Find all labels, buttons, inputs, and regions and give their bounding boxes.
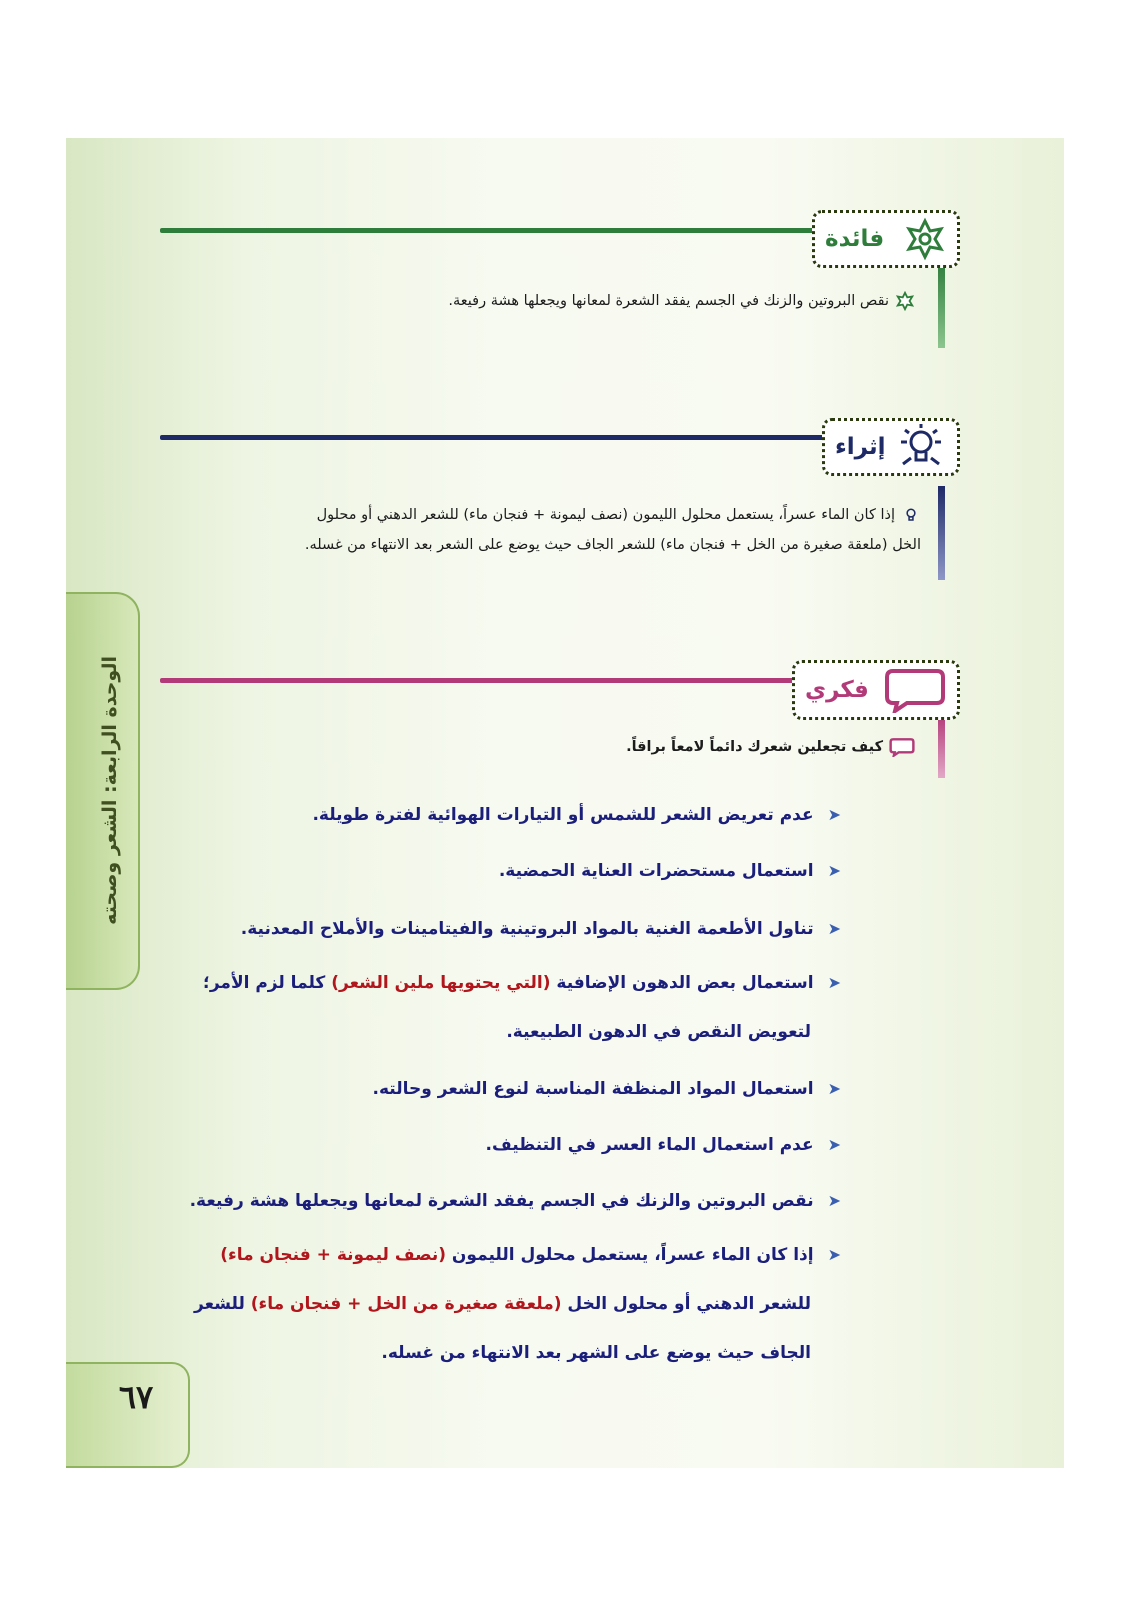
- tip-item: [181, 1064, 841, 1114]
- faida-header-line: [160, 228, 820, 233]
- tip-text: كلما لزم الأمر؛: [203, 973, 332, 993]
- fakkiri-label: فكري: [805, 677, 869, 703]
- ithraa-label: إثراء: [835, 434, 886, 460]
- fakkiri-header-line: [160, 678, 800, 683]
- fakkiri-question-row: [415, 732, 915, 762]
- ithraa-badge: [822, 418, 960, 476]
- fakkiri-side-bar: [938, 714, 945, 778]
- tip-text: لتعويض النقص في الدهون الطبيعية.: [506, 1022, 811, 1042]
- arrow-bullet-icon: ➤: [827, 861, 841, 880]
- tip-text: عدم استعمال الماء العسر في التنظيف.: [485, 1135, 814, 1155]
- lightbulb-bullet-icon: [901, 505, 921, 525]
- tip-text: استعمال المواد المنظفة المناسبة لنوع الشعر وحالته.: [372, 1079, 814, 1099]
- faida-text-row: [195, 286, 915, 316]
- tip-highlight: (التي يحتويها ملين الشعر): [331, 973, 551, 993]
- tip-item: [181, 1176, 841, 1226]
- arrow-bullet-icon: ➤: [827, 1245, 841, 1264]
- tip-line: [181, 1176, 841, 1226]
- tip-text: نقص البروتين والزنك في الجسم يفقد الشعرة لمعانها ويجعلها هشة رفيعة.: [189, 1191, 814, 1211]
- speech-bubble-icon: [883, 667, 947, 713]
- flower-bullet-icon: [895, 291, 915, 311]
- tip-line: [181, 1280, 841, 1329]
- arrow-bullet-icon: ➤: [827, 1191, 841, 1210]
- tip-item: [181, 904, 841, 954]
- speech-bubble-bullet-icon: [889, 737, 915, 757]
- tip-text: عدم تعريض الشعر للشمس أو التيارات الهوائية لفترة طويلة.: [312, 805, 814, 825]
- tip-item: [181, 790, 841, 840]
- ithraa-line-2: الخل (ملعقة صغيرة من الخل + فنجان ماء) للشعر الجاف حيث يوضع على الشعر بعد الانتهاء من غسله.: [304, 537, 921, 553]
- tip-line: [181, 1230, 841, 1280]
- ithraa-text: [161, 500, 921, 560]
- flower-icon: [903, 217, 947, 261]
- tip-highlight: (نصف ليمونة + فنجان ماء): [220, 1245, 446, 1265]
- tip-highlight: (ملعقة صغيرة من الخل + فنجان ماء): [250, 1294, 562, 1314]
- faida-badge: [812, 210, 960, 268]
- faida-side-bar: [938, 262, 945, 348]
- faida-text: نقص البروتين والزنك في الجسم يفقد الشعرة لمعانها ويجعلها هشة رفيعة.: [448, 293, 889, 309]
- tip-line: [181, 1008, 841, 1057]
- arrow-bullet-icon: ➤: [827, 1079, 841, 1098]
- arrow-bullet-icon: ➤: [827, 1135, 841, 1154]
- tip-text: تناول الأطعمة الغنية بالمواد البروتينية والفيتامينات والأملاح المعدنية.: [240, 919, 814, 939]
- chapter-title: الوحدة الرابعة: الشعر وصحته: [99, 655, 121, 925]
- tip-line: [181, 1064, 841, 1114]
- ithraa-header-line: [160, 435, 824, 440]
- ithraa-line-1: [161, 500, 921, 530]
- tip-line: [181, 790, 841, 840]
- tip-item: [181, 958, 841, 1057]
- tip-line: [181, 904, 841, 954]
- tip-text: استعمال مستحضرات العناية الحمضية.: [498, 861, 814, 881]
- chapter-side-label: [90, 600, 130, 980]
- tip-line: [181, 958, 841, 1008]
- fakkiri-badge: [792, 660, 960, 720]
- tip-line: [181, 1329, 841, 1378]
- tip-text: استعمال بعض الدهون الإضافية: [550, 973, 814, 993]
- ithraa-line-1-text: إذا كان الماء عسراً، يستعمل محلول الليمون (نصف ليمونة + فنجان ماء) للشعر الدهني أو محلول: [316, 507, 895, 523]
- arrow-bullet-icon: ➤: [827, 919, 841, 938]
- arrow-bullet-icon: ➤: [827, 973, 841, 992]
- tip-item: [181, 1120, 841, 1170]
- ithraa-side-bar: [938, 486, 945, 580]
- tip-line: [181, 1120, 841, 1170]
- page-number: ٦٧: [118, 1378, 154, 1416]
- tip-line: [181, 846, 841, 896]
- tip-text: إذا كان الماء عسراً، يستعمل محلول الليمون: [445, 1245, 814, 1265]
- tip-text: للشعر: [194, 1294, 251, 1314]
- tip-text: للشعر الدهني أو محلول الخل: [561, 1294, 811, 1314]
- lightbulb-icon: [895, 422, 947, 472]
- tip-text: الجاف حيث يوضع على الشهر بعد الانتهاء من غسله.: [381, 1343, 811, 1363]
- tip-item: [181, 1230, 841, 1378]
- arrow-bullet-icon: ➤: [827, 805, 841, 824]
- faida-label: فائدة: [825, 226, 885, 252]
- fakkiri-question: كيف تجعلين شعرك دائماً لامعاً براقاً.: [626, 739, 883, 755]
- tip-item: [181, 846, 841, 896]
